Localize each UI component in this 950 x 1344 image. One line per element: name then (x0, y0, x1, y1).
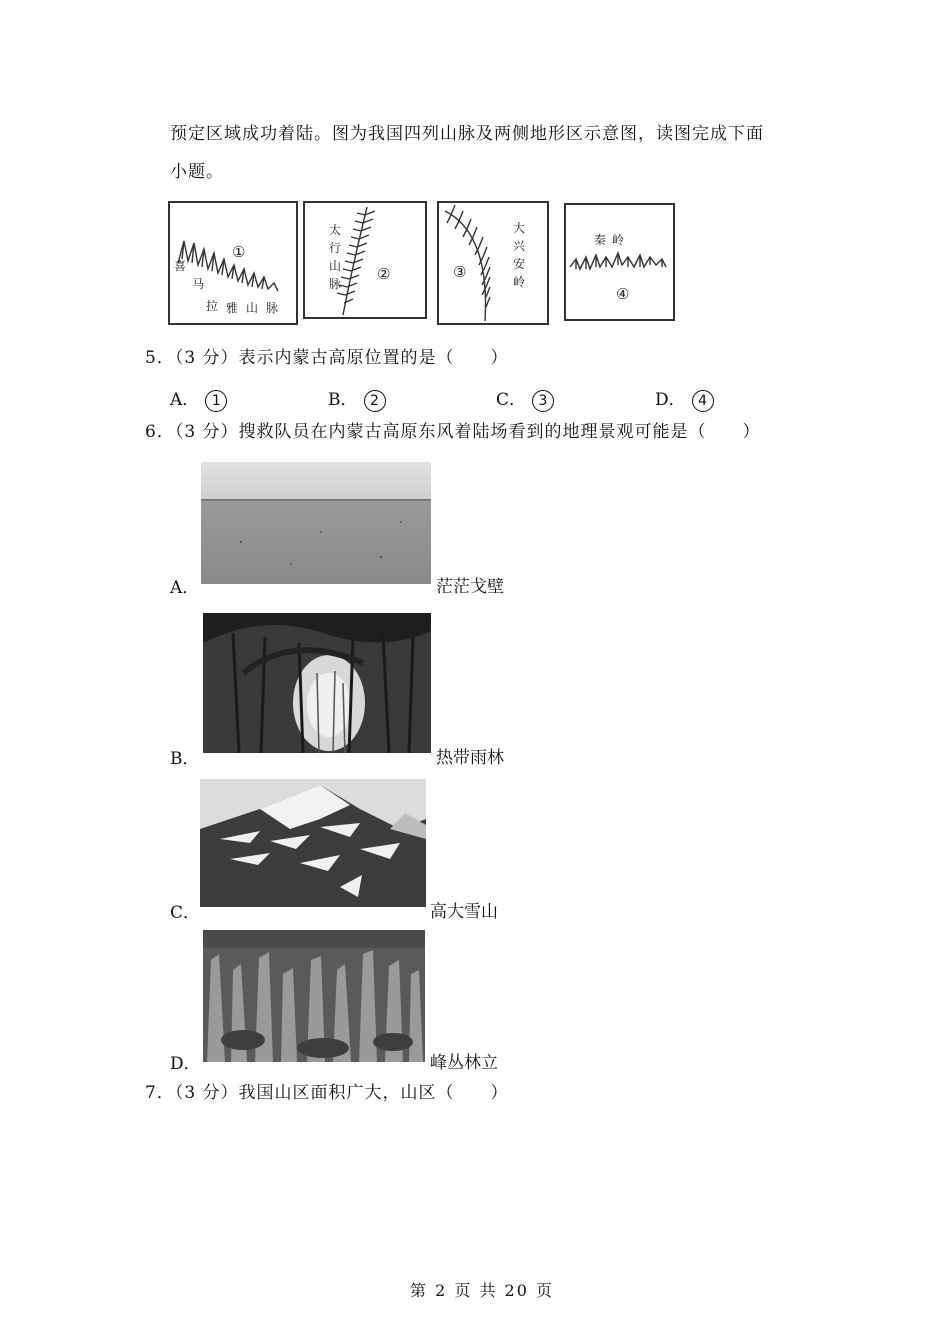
q5-option-c[interactable] (496, 385, 554, 412)
himalaya-label-2: 马 (192, 277, 205, 291)
q5-option-c-mark: 3 (532, 390, 554, 412)
q5-option-c-letter: C． (496, 390, 527, 410)
panel-qinling (564, 203, 675, 321)
snow-mountain-photo (200, 779, 426, 907)
taihang-label-2: 行 (329, 241, 342, 255)
daxinganling-label-4: 岭 (513, 275, 526, 289)
intro-line-1: 预定区域成功着陆。图为我国四列山脉及两侧地形区示意图，读图完成下面 (170, 124, 764, 144)
himalaya-label-4: 雅 (226, 301, 239, 315)
q6-option-c-caption: 高大雪山 (430, 902, 498, 922)
daxinganling-label-3: 安 (513, 257, 526, 271)
marker-3: ③ (453, 263, 467, 281)
q5-option-d[interactable] (655, 385, 714, 412)
q7-stem: 7．（3 分）我国山区面积广大，山区（ ） (145, 1083, 509, 1103)
marker-1: ① (232, 243, 246, 261)
rainforest-photo (203, 613, 431, 753)
q6-option-d-caption: 峰丛林立 (430, 1053, 498, 1073)
himalaya-label-1: 喜 (174, 259, 187, 273)
gobi-photo (201, 462, 431, 584)
page-number: 第 2 页 共 20 页 (410, 1281, 554, 1300)
q5-option-d-letter: D． (655, 390, 686, 410)
q5-option-a-mark: 1 (205, 390, 227, 412)
q5-option-a[interactable] (170, 385, 227, 412)
himalaya-label-3: 拉 (206, 299, 219, 313)
q5-stem: 5．（3 分）表示内蒙古高原位置的是（ ） (145, 348, 509, 368)
q6-option-c-letter[interactable]: C． (170, 903, 201, 923)
intro-line-2: 小题。 (170, 162, 224, 182)
taihang-label-3: 山 (329, 259, 342, 273)
q6-option-a-letter[interactable]: A． (170, 578, 200, 598)
marker-4: ④ (616, 285, 630, 303)
q6-stem: 6．（3 分）搜救队员在内蒙古高原东风着陆场看到的地理景观可能是（ ） (145, 422, 761, 442)
q6-option-a-caption: 茫茫戈壁 (436, 577, 504, 597)
marker-2: ② (377, 265, 391, 283)
taihang-ridge-drawing (305, 203, 425, 317)
himalaya-label-6: 脉 (266, 301, 279, 315)
q5-option-d-mark: 4 (692, 390, 714, 412)
daxinganling-label-2: 兴 (513, 239, 526, 253)
himalaya-label-5: 山 (246, 301, 259, 315)
daxinganling-label-1: 大 (513, 221, 526, 235)
taihang-label-1: 太 (329, 223, 342, 237)
taihang-label-4: 脉 (329, 277, 342, 291)
q5-option-b-letter: B． (328, 390, 358, 410)
panel-taihang (303, 201, 427, 319)
qinling-label-1: 秦 (594, 233, 607, 247)
panel-daxinganling (437, 201, 549, 325)
q5-option-b[interactable] (328, 385, 386, 412)
q6-option-b-letter[interactable]: B． (170, 749, 200, 769)
q5-option-a-letter: A． (170, 390, 200, 410)
qinling-label-2: 岭 (612, 233, 625, 247)
panel-himalaya (168, 201, 298, 325)
q5-option-b-mark: 2 (364, 390, 386, 412)
q6-option-d-letter[interactable]: D． (170, 1054, 201, 1074)
stone-forest-photo (203, 930, 425, 1062)
q6-option-b-caption: 热带雨林 (436, 748, 504, 768)
